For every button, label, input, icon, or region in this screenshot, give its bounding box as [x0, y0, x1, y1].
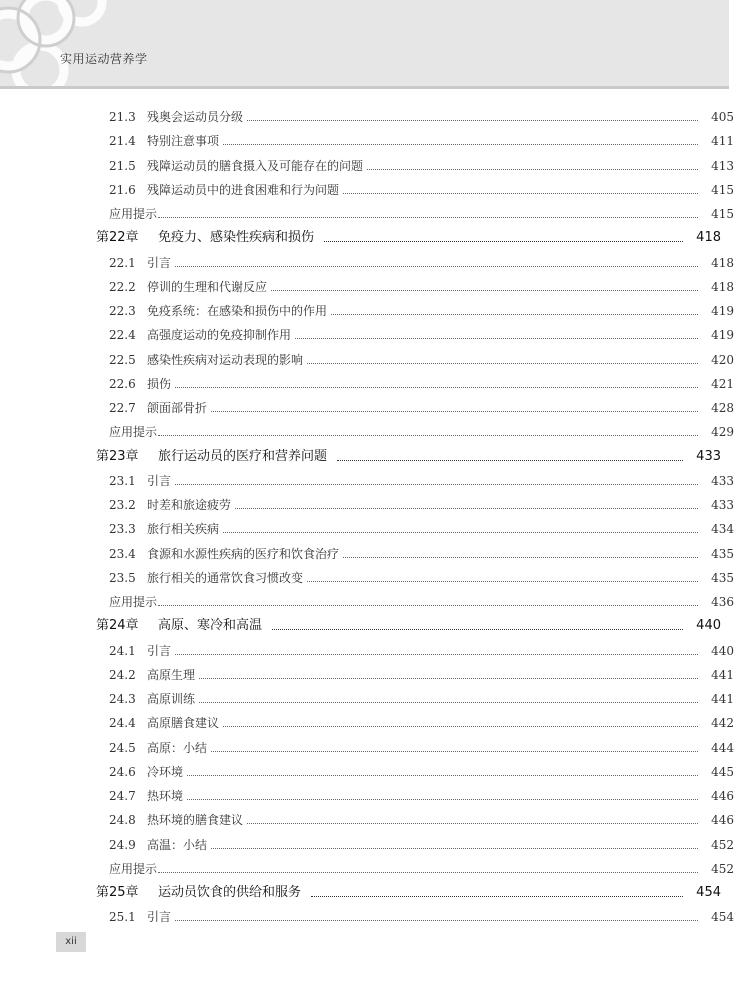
dot-leader	[324, 240, 683, 242]
section-number: 22.5	[109, 352, 136, 367]
page-ref: 433	[711, 498, 734, 512]
page-ref: 441	[711, 692, 734, 706]
dot-leader	[272, 628, 683, 630]
dot-leader	[295, 337, 698, 339]
dot-leader	[211, 847, 698, 849]
dot-leader	[175, 919, 698, 921]
entry-title: 高温：小结	[147, 837, 208, 852]
dot-leader	[211, 750, 698, 752]
toc-section-entry[interactable]	[0, 780, 734, 804]
section-number: 24.2	[109, 667, 136, 682]
dot-leader	[307, 580, 698, 582]
page-ref: 445	[711, 764, 734, 779]
chapter-label: 第25章	[96, 885, 139, 900]
section-number: 24.3	[109, 692, 136, 706]
toc-section-entry[interactable]	[0, 174, 734, 198]
section-number: 23.4	[109, 546, 136, 561]
dot-leader	[235, 507, 698, 509]
page-ref: 454	[696, 885, 721, 900]
entry-title: 感染性疾病对运动表现的影响	[147, 352, 304, 367]
dot-leader	[247, 119, 698, 121]
dot-leader	[337, 459, 683, 461]
entry-title: 停训的生理和代谢反应	[147, 279, 268, 294]
section-number: 24.8	[109, 813, 136, 828]
entry-title: 高原膳食建议	[147, 716, 220, 731]
section-number: 24.1	[109, 643, 136, 658]
section-number: 24.7	[109, 789, 136, 803]
toc-tips-entry[interactable]	[0, 198, 734, 222]
book-title: 实用运动营养学	[60, 52, 148, 66]
page-ref: 446	[711, 813, 734, 828]
dot-leader	[187, 774, 698, 776]
page-ref: 435	[711, 570, 734, 585]
dot-leader	[211, 410, 698, 412]
entry-title: 应用提示	[109, 595, 158, 609]
entry-title: 免疫系统：在感染和损伤中的作用	[147, 304, 328, 318]
page-ref: 442	[711, 716, 734, 731]
dot-leader	[158, 434, 698, 436]
page-ref: 446	[711, 789, 734, 803]
dot-leader	[343, 556, 698, 558]
dot-leader	[343, 192, 698, 194]
section-number: 24.9	[109, 837, 136, 852]
chapter-label: 第23章	[96, 448, 139, 464]
entry-title: 高原：小结	[147, 740, 208, 755]
section-number: 21.4	[109, 134, 136, 149]
entry-title: 应用提示	[109, 207, 158, 221]
toc-chapter-entry[interactable]	[0, 441, 721, 465]
entry-title: 冷环境	[147, 764, 184, 779]
toc-section-entry[interactable]	[0, 368, 734, 392]
page-ref: 411	[711, 134, 734, 149]
entry-title: 残奥会运动员分级	[147, 110, 244, 124]
dot-leader	[223, 725, 698, 727]
dot-leader	[307, 362, 698, 364]
toc-section-entry[interactable]	[0, 513, 734, 537]
dot-leader	[175, 265, 698, 267]
header-divider	[0, 86, 729, 89]
page-ref: 420	[711, 352, 734, 367]
toc-section-entry[interactable]	[0, 247, 734, 271]
entry-title: 热环境	[147, 789, 184, 803]
toc-section-entry[interactable]	[0, 271, 734, 295]
section-number: 24.6	[109, 764, 136, 779]
entry-title: 热环境的膳食建议	[147, 813, 244, 828]
toc-section-entry[interactable]	[0, 101, 734, 125]
page-ref: 415	[711, 182, 734, 197]
dot-leader	[158, 216, 698, 218]
dot-leader	[271, 289, 698, 291]
section-number: 21.3	[109, 110, 136, 124]
dot-leader	[247, 822, 698, 824]
page-ref: 433	[696, 448, 721, 464]
dot-leader	[311, 895, 683, 897]
toc-section-entry[interactable]	[0, 489, 734, 513]
toc-tips-entry[interactable]	[0, 416, 734, 440]
toc-chapter-entry[interactable]	[0, 222, 721, 246]
running-header	[0, 0, 729, 86]
toc-section-entry[interactable]	[0, 562, 734, 586]
page-ref: 415	[711, 207, 734, 221]
entry-title: 应用提示	[109, 425, 158, 440]
page-ref: 429	[711, 425, 734, 440]
toc-section-entry[interactable]	[0, 392, 734, 416]
toc-section-entry[interactable]	[0, 125, 734, 149]
toc-section-entry[interactable]	[0, 465, 734, 489]
toc-section-entry[interactable]	[0, 659, 734, 683]
section-number: 21.6	[109, 182, 136, 197]
section-number: 22.7	[109, 401, 136, 415]
page-ref: 419	[711, 304, 734, 318]
page-ref: 444	[711, 740, 734, 755]
entry-title: 高强度运动的免疫抑制作用	[147, 328, 292, 343]
toc-chapter-entry[interactable]	[0, 877, 721, 901]
entry-title: 损伤	[147, 376, 172, 391]
page-ref: 405	[711, 110, 734, 124]
entry-title: 旅行相关疾病	[147, 522, 220, 537]
chapter-title: 运动员饮食的供给和服务	[158, 885, 302, 900]
page-ref: 452	[711, 837, 734, 852]
section-number: 21.5	[109, 158, 136, 173]
section-number: 22.6	[109, 376, 136, 391]
toc-section-entry[interactable]	[0, 683, 734, 707]
section-number: 22.3	[109, 304, 136, 318]
dot-leader	[175, 653, 698, 655]
entry-title: 残障运动员的膳食摄入及可能存在的问题	[147, 158, 364, 173]
page-number: xii	[56, 932, 86, 952]
toc-section-entry[interactable]	[0, 538, 734, 562]
toc-section-entry[interactable]	[0, 295, 734, 319]
toc-chapter-entry[interactable]	[0, 610, 721, 634]
dot-leader	[223, 143, 698, 145]
page-ref: 419	[711, 328, 734, 343]
chapter-title: 高原、寒冷和高温	[158, 618, 263, 634]
toc-section-entry[interactable]	[0, 344, 734, 368]
entry-title: 应用提示	[109, 861, 158, 876]
page-ref: 435	[711, 546, 734, 561]
section-number: 25.1	[109, 910, 136, 925]
toc-tips-entry[interactable]	[0, 586, 734, 610]
page-ref: 436	[711, 595, 734, 609]
dot-leader	[199, 701, 698, 703]
section-number: 22.1	[109, 255, 136, 270]
dot-leader	[199, 677, 698, 679]
section-number: 23.3	[109, 522, 136, 537]
toc-section-entry[interactable]	[0, 150, 734, 174]
dot-leader	[175, 483, 698, 485]
dot-leader	[158, 871, 698, 873]
dot-leader	[367, 168, 698, 170]
page-ref: 434	[711, 522, 734, 537]
entry-title: 引言	[147, 255, 172, 270]
section-number: 22.2	[109, 279, 136, 294]
entry-title: 旅行相关的通常饮食习惯改变	[147, 570, 304, 585]
section-number: 22.4	[109, 328, 136, 343]
section-number: 23.2	[109, 498, 136, 512]
entry-title: 食源和水源性疾病的医疗和饮食治疗	[147, 546, 340, 561]
entry-title: 颌面部骨折	[147, 401, 208, 415]
entry-title: 引言	[147, 643, 172, 658]
page-ref: 418	[696, 230, 721, 246]
toc-section-entry[interactable]	[0, 829, 734, 853]
page-ref: 440	[696, 618, 721, 634]
dot-leader	[187, 798, 698, 800]
chapter-label: 第22章	[96, 230, 139, 246]
toc-section-entry[interactable]	[0, 707, 734, 731]
dot-leader	[175, 386, 698, 388]
entry-title: 残障运动员中的进食困难和行为问题	[147, 182, 340, 197]
page-ref: 440	[711, 643, 734, 658]
entry-title: 高原生理	[147, 667, 196, 682]
toc-section-entry[interactable]	[0, 635, 734, 659]
section-number: 23.1	[109, 473, 136, 488]
entry-title: 引言	[147, 910, 172, 925]
chapter-title: 免疫力、感染性疾病和损伤	[158, 230, 315, 246]
toc-tips-entry[interactable]	[0, 853, 734, 877]
toc-section-entry[interactable]	[0, 901, 734, 925]
dot-leader	[223, 531, 698, 533]
page-ref: 413	[711, 158, 734, 173]
toc-section-entry[interactable]	[0, 319, 734, 343]
section-number: 24.5	[109, 740, 136, 755]
dot-leader	[331, 313, 698, 315]
entry-title: 时差和旅途疲劳	[147, 498, 232, 512]
page-ref: 418	[711, 279, 734, 294]
page-ref: 418	[711, 255, 734, 270]
chapter-label: 第24章	[96, 618, 139, 634]
toc-section-entry[interactable]	[0, 732, 734, 756]
toc-section-entry[interactable]	[0, 756, 734, 780]
ring-logo-icon	[0, 0, 120, 86]
section-number: 23.5	[109, 570, 136, 585]
section-number: 24.4	[109, 716, 136, 731]
page-ref: 454	[711, 910, 734, 925]
page-ref: 441	[711, 667, 734, 682]
page-ref: 421	[711, 376, 734, 391]
dot-leader	[158, 604, 698, 606]
page-ref: 452	[711, 861, 734, 876]
chapter-title: 旅行运动员的医疗和营养问题	[158, 448, 328, 464]
page-ref: 433	[711, 473, 734, 488]
entry-title: 引言	[147, 473, 172, 488]
entry-title: 高原训练	[147, 692, 196, 706]
page-ref: 428	[711, 401, 734, 415]
toc-section-entry[interactable]	[0, 804, 734, 828]
entry-title: 特别注意事项	[147, 134, 220, 149]
